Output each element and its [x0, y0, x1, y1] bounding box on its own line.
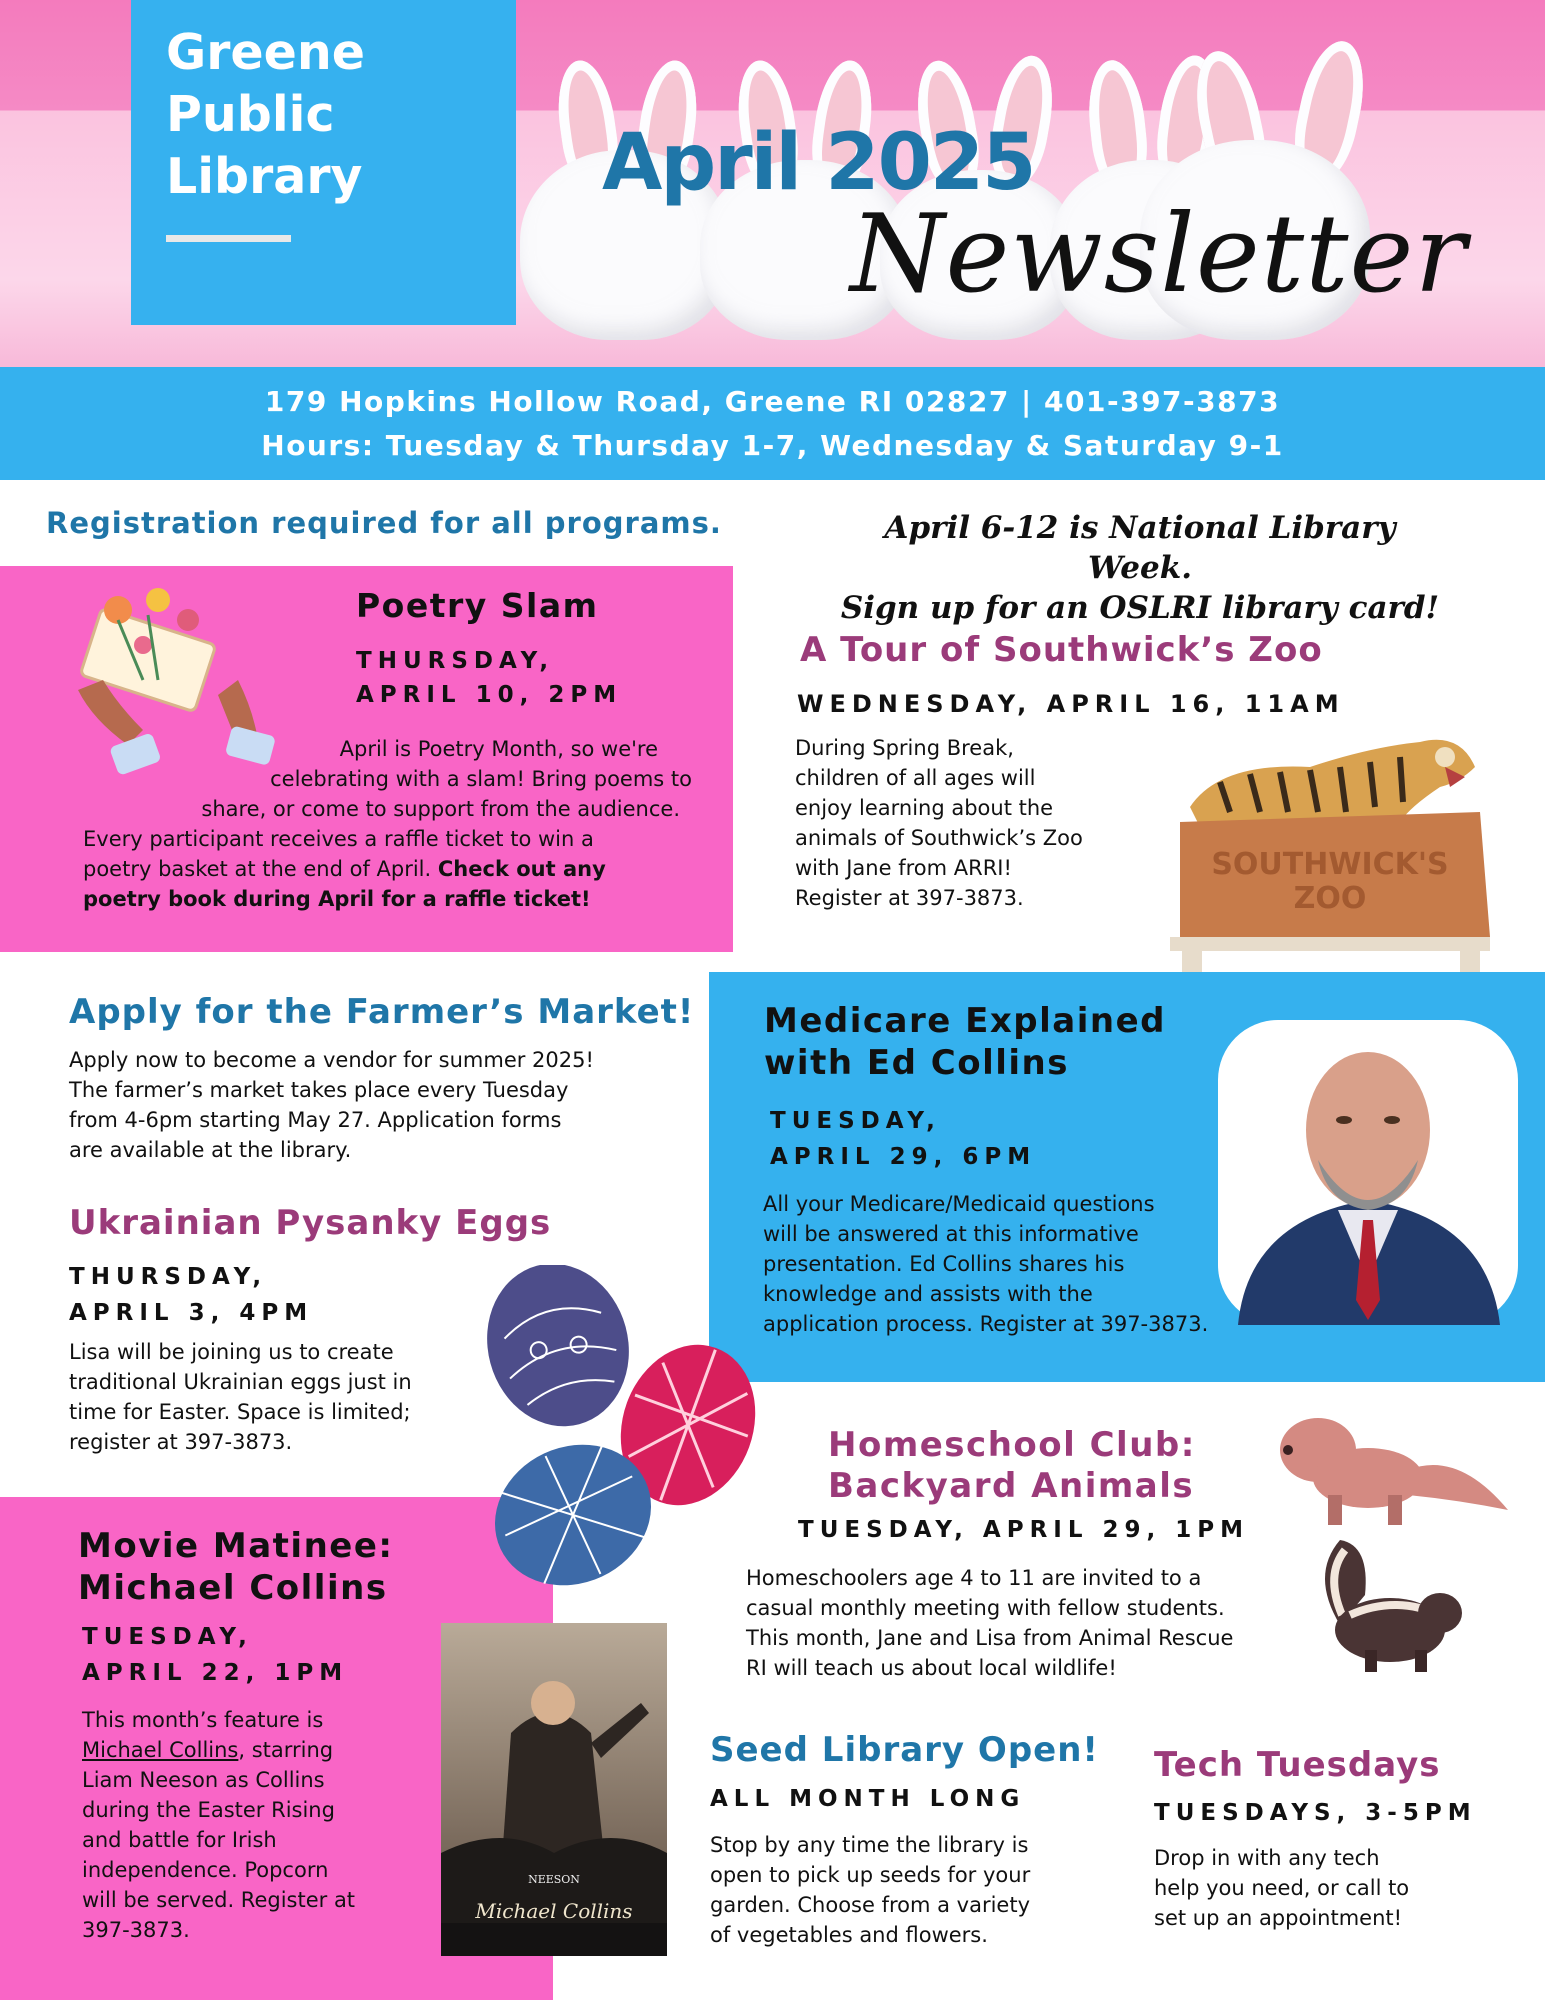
ed-collins-photo: [1218, 1020, 1518, 1325]
movie-line-5: and battle for Irish: [82, 1828, 277, 1852]
weasel-illustration: [1258, 1410, 1510, 1530]
seed-library-line-3: garden. Choose from a variety: [710, 1893, 1031, 1917]
library-week-notice: [830, 508, 1450, 628]
tech-tuesdays-line-2: help you need, or call to: [1154, 1876, 1410, 1900]
movie-line-4: during the Easter Rising: [82, 1798, 335, 1822]
seed-library-title: Seed Library Open!: [710, 1730, 1099, 1770]
pysanky-line-1: Lisa will be joining us to create: [69, 1340, 394, 1364]
homeschool-title-line-1: Homeschool Club:: [828, 1425, 1196, 1465]
movie-line-1: This month’s feature is: [82, 1708, 324, 1732]
registration-note: Registration required for all programs.: [46, 506, 722, 540]
zoo-sign-line-1: SOUTHWICK'S: [1211, 847, 1449, 882]
medicare-date-time: APRIL 29, 6PM: [770, 1144, 1037, 1170]
homeschool-line-1: Homeschoolers age 4 to 11 are invited to a: [746, 1566, 1202, 1590]
homeschool-date: TUESDAY, APRIL 29, 1PM: [798, 1517, 1250, 1543]
movie-title-line-2: Michael Collins: [78, 1568, 388, 1608]
zoo-line-4: animals of Southwick’s Zoo: [795, 826, 1083, 850]
newsletter-header: [0, 0, 1545, 367]
poetry-slam-date-time: APRIL 10, 2PM: [356, 682, 623, 708]
zoo-line-3: enjoy learning about the: [795, 796, 1054, 820]
pysanky-eggs-image: [478, 1265, 788, 1590]
farmers-market-line-3: from 4-6pm starting May 27. Application forms: [69, 1108, 562, 1132]
poetry-slam-line-4: Every participant receives a raffle ticket to win a: [83, 827, 594, 851]
pysanky-description: [69, 1337, 412, 1457]
logo-divider: [166, 235, 291, 242]
movie-line-3: Liam Neeson as Collins: [82, 1768, 325, 1792]
tech-tuesdays-line-1: Drop in with any tech: [1154, 1846, 1380, 1870]
zoo-title: A Tour of Southwick’s Zoo: [800, 630, 1323, 670]
pysanky-title: Ukrainian Pysanky Eggs: [69, 1203, 552, 1243]
pysanky-date-day: THURSDAY,: [69, 1264, 268, 1290]
homeschool-line-3: This month, Jane and Lisa from Animal Rescue: [746, 1626, 1234, 1650]
tech-tuesdays-line-3: set up an appointment!: [1154, 1906, 1403, 1930]
poetry-slam-bold-6: poetry book during April for a raffle ticket!: [83, 887, 591, 911]
contact-info-bar: [0, 367, 1545, 480]
farmers-market-line-2: The farmer’s market takes place every Tuesday: [69, 1078, 569, 1102]
medicare-description: [763, 1189, 1208, 1339]
homeschool-line-2: casual monthly meeting with fellow students.: [746, 1596, 1225, 1620]
skunk-illustration: [1310, 1535, 1465, 1675]
library-name-line-3: Library: [166, 148, 363, 205]
seed-library-line-2: open to pick up seeds for your: [710, 1863, 1031, 1887]
medicare-line-4: knowledge and assists with the: [763, 1282, 1093, 1306]
movie-description: [82, 1705, 355, 1945]
tech-tuesdays-date: TUESDAYS, 3-5PM: [1154, 1800, 1477, 1826]
zoo-line-1: During Spring Break,: [795, 736, 1014, 760]
medicare-title-line-2: with Ed Collins: [764, 1043, 1069, 1083]
zoo-sign-line-2: ZOO: [1293, 881, 1367, 916]
movie-title-line-1: Movie Matinee:: [78, 1526, 394, 1566]
newsletter-word-title: Newsletter: [850, 192, 1468, 317]
seed-library-date: ALL MONTH LONG: [710, 1786, 1026, 1812]
seed-library-line-4: of vegetables and flowers.: [710, 1923, 988, 1947]
poetry-slam-title: Poetry Slam: [356, 586, 599, 625]
poetry-slam-line-5: poetry basket at the end of April.: [83, 857, 432, 881]
movie-date-time: APRIL 22, 1PM: [82, 1660, 349, 1686]
movie-poster-image: [441, 1623, 667, 1956]
poetry-slam-date-day: THURSDAY,: [356, 648, 555, 674]
library-week-line-2: Sign up for an OSLRI library card!: [840, 590, 1440, 626]
farmers-market-line-1: Apply now to become a vendor for summer 2025!: [69, 1048, 594, 1072]
homeschool-title-line-2: Backyard Animals: [828, 1466, 1195, 1506]
poster-title: Michael Collins: [475, 1899, 633, 1923]
library-name-line-1: Greene: [166, 24, 365, 81]
seed-library-line-1: Stop by any time the library is: [710, 1833, 1029, 1857]
homeschool-title: [828, 1425, 1196, 1507]
library-hours: Hours: Tuesday & Thursday 1-7, Wednesday & Saturday 9-1: [261, 429, 1284, 462]
pysanky-line-3: time for Easter. Space is limited;: [69, 1400, 411, 1424]
movie-title: [78, 1525, 394, 1609]
zoo-line-2: children of all ages will: [795, 766, 1036, 790]
poster-actor: NEESON: [528, 1873, 580, 1886]
library-week-line-1: April 6-12 is National Library Week.: [884, 510, 1396, 586]
poetry-slam-raffle: [83, 824, 703, 914]
medicare-title: [764, 1000, 1166, 1084]
medicare-date-day: TUESDAY,: [770, 1108, 941, 1134]
seed-library-description: [710, 1830, 1030, 1950]
tech-tuesdays-description: [1154, 1843, 1409, 1933]
medicare-line-2: will be answered at this informative: [763, 1222, 1139, 1246]
pysanky-date-time: APRIL 3, 4PM: [69, 1300, 314, 1326]
poetry-slam-line-1: April is Poetry Month, so we're: [339, 737, 658, 761]
library-name: [166, 22, 365, 208]
address-phone: 179 Hopkins Hollow Road, Greene RI 02827 | 401-397-3873: [264, 385, 1281, 418]
homeschool-description: [746, 1563, 1233, 1683]
zoo-description: [795, 733, 1083, 913]
movie-date-day: TUESDAY,: [82, 1624, 253, 1650]
medicare-line-5: application process. Register at 397-3873.: [763, 1312, 1209, 1336]
movie-line-6: independence. Popcorn: [82, 1858, 329, 1882]
library-name-line-2: Public: [166, 86, 335, 143]
poetry-slam-bold-5: Check out any: [437, 857, 606, 881]
medicare-line-1: All your Medicare/Medicaid questions: [763, 1192, 1155, 1216]
pysanky-line-4: register at 397-3873.: [69, 1430, 293, 1454]
medicare-line-3: presentation. Ed Collins shares his: [763, 1252, 1125, 1276]
zoo-line-5: with Jane from ARRI!: [795, 856, 1012, 880]
movie-line-2-post: , starring: [238, 1738, 334, 1762]
farmers-market-title: Apply for the Farmer’s Market!: [69, 992, 695, 1032]
tiger-statue-image: [1160, 712, 1495, 974]
movie-film-title: Michael Collins: [82, 1738, 239, 1762]
homeschool-line-4: RI will teach us about local wildlife!: [746, 1656, 1117, 1680]
farmers-market-line-4: are available at the library.: [69, 1138, 352, 1162]
poetry-slam-description: [40, 734, 700, 824]
zoo-line-6: Register at 397-3873.: [795, 886, 1024, 910]
newsletter-month-title: April 2025: [602, 118, 1035, 208]
medicare-title-line-1: Medicare Explained: [764, 1001, 1166, 1041]
farmers-market-description: [69, 1045, 594, 1165]
zoo-date: WEDNESDAY, APRIL 16, 11AM: [797, 690, 1345, 718]
poetry-slam-line-3: share, or come to support from the audience.: [201, 797, 680, 821]
movie-line-8: 397-3873.: [82, 1918, 190, 1942]
poetry-slam-line-2: celebrating with a slam! Bring poems to: [270, 767, 692, 791]
pysanky-line-2: traditional Ukrainian eggs just in: [69, 1370, 412, 1394]
tech-tuesdays-title: Tech Tuesdays: [1154, 1745, 1441, 1785]
movie-line-7: will be served. Register at: [82, 1888, 356, 1912]
